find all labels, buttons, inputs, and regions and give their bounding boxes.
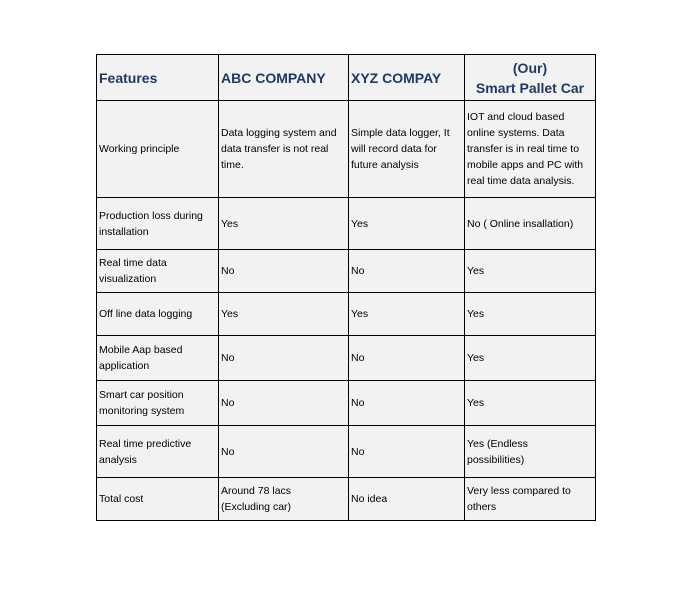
- comparison-table: [96, 54, 596, 521]
- xyz-cell: Yes: [349, 293, 465, 336]
- abc-cell: No: [219, 336, 349, 381]
- feature-cell: Smart car position monitoring system: [97, 381, 219, 426]
- abc-cell: Yes: [219, 198, 349, 250]
- ours-cell: Yes: [465, 293, 596, 336]
- feature-cell: Real time predictive analysis: [97, 426, 219, 478]
- feature-cell: Production loss during installation: [97, 198, 219, 250]
- xyz-cell: No: [349, 426, 465, 478]
- header-xyz-company: XYZ COMPAY: [349, 55, 465, 101]
- header-row: [97, 55, 596, 101]
- xyz-cell: No: [349, 381, 465, 426]
- xyz-cell: Yes: [349, 198, 465, 250]
- abc-cell: Data logging system and data transfer is not real time.: [219, 101, 349, 198]
- feature-cell: Working principle: [97, 101, 219, 198]
- table-row: [97, 250, 596, 293]
- xyz-cell: No: [349, 336, 465, 381]
- header-features: Features: [97, 55, 219, 101]
- abc-cell: No: [219, 381, 349, 426]
- feature-cell: Real time data visualization: [97, 250, 219, 293]
- xyz-cell: No idea: [349, 478, 465, 521]
- ours-cell: IOT and cloud based online systems. Data transfer is in real time to mobile apps and PC with real time data analysis.: [465, 101, 596, 198]
- xyz-cell: Simple data logger, It will record data for future analysis: [349, 101, 465, 198]
- table-row: [97, 293, 596, 336]
- table-row: [97, 198, 596, 250]
- table-row: [97, 426, 596, 478]
- table-row: [97, 101, 596, 198]
- table-row: [97, 336, 596, 381]
- feature-cell: Off line data logging: [97, 293, 219, 336]
- ours-cell: No ( Online insallation): [465, 198, 596, 250]
- header-abc-company: ABC COMPANY: [219, 55, 349, 101]
- feature-cell: Total cost: [97, 478, 219, 521]
- abc-cell: No: [219, 426, 349, 478]
- table-row: [97, 381, 596, 426]
- abc-cell: No: [219, 250, 349, 293]
- ours-cell: Yes (Endless possibilities): [465, 426, 596, 478]
- ours-cell: Very less compared to others: [465, 478, 596, 521]
- xyz-cell: No: [349, 250, 465, 293]
- abc-cell: Around 78 lacs (Excluding car): [219, 478, 349, 521]
- abc-cell: Yes: [219, 293, 349, 336]
- ours-cell: Yes: [465, 381, 596, 426]
- ours-cell: Yes: [465, 336, 596, 381]
- feature-cell: Mobile Aap based application: [97, 336, 219, 381]
- table-row: [97, 478, 596, 521]
- header-smart-pallet-car: (Our) Smart Pallet Car: [465, 55, 596, 101]
- ours-cell: Yes: [465, 250, 596, 293]
